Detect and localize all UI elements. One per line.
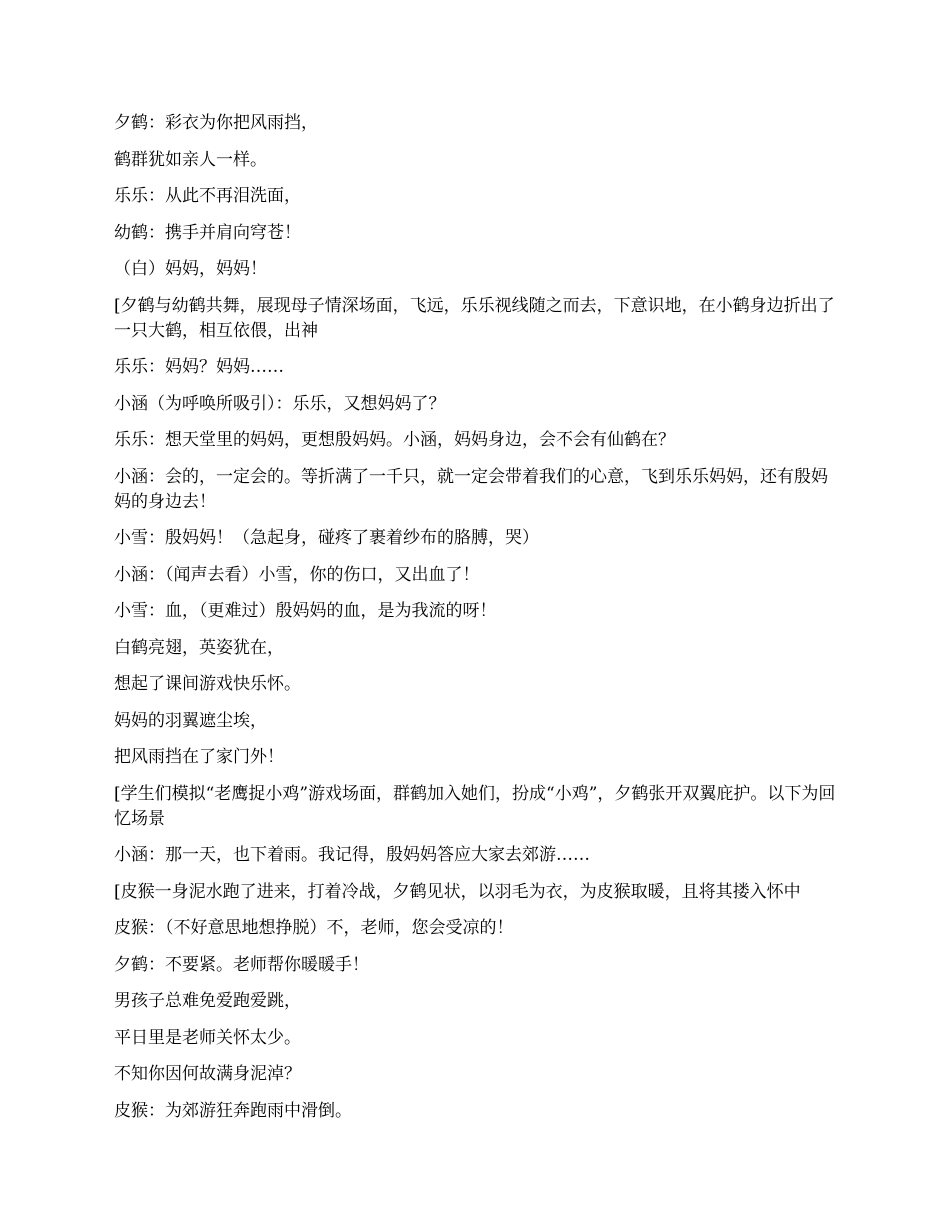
script-line: 小涵：（闻声去看）小雪，你的伤口，又出血了！	[114, 564, 480, 585]
script-line: 小雪：殷妈妈！（急起身，碰疼了裹着纱布的胳膊，哭）	[114, 528, 539, 548]
script-line: 平日里是老师关怀太少。	[114, 1027, 301, 1048]
stage-direction: [学生们模拟“老鹰捉小鸡”游戏场面，群鹤加入她们，扮成“小鸡”，夕鹤张开双翼庇护。以下为回忆场景	[114, 783, 836, 829]
script-line: 男孩子总难免爱跑爱跳，	[114, 991, 301, 1011]
script-line: 夕鹤：不要紧。老师帮你暖暖手！	[114, 954, 369, 975]
script-line: 白鹤亮翅，英姿犹在，	[114, 637, 284, 658]
script-line: 把风雨挡在了家门外！	[114, 747, 284, 767]
script-line: 小雪：血，（更难过）殷妈妈的血，是为我流的呀！	[114, 601, 497, 621]
script-line: 乐乐：想天堂里的妈妈，更想殷妈妈。小涵，妈妈身边，会不会有仙鹤在？	[114, 430, 675, 450]
script-line: 鹤群犹如亲人一样。	[114, 149, 267, 170]
stage-direction: [夕鹤与幼鹤共舞，展现母子情深场面，飞远，乐乐视线随之而去，下意识地，在小鹤身边折出了一只大鹤，相互依偎，出神	[114, 295, 835, 341]
script-line: 不知你因何故满身泥淖？	[114, 1064, 301, 1084]
script-line: 幼鹤：携手并肩向穹苍！	[114, 222, 301, 243]
script-line: 皮猴：为郊游狂奔跑雨中滑倒。	[114, 1100, 352, 1121]
script-line: 想起了课间游戏快乐怀。	[114, 674, 301, 694]
script-line: 皮猴：（不好意思地想挣脱）不，老师，您会受凉的！	[114, 918, 514, 938]
script-line: 小涵：那一天，也下着雨。我记得，殷妈妈答应大家去郊游……	[114, 845, 590, 865]
script-line: 乐乐：妈妈？妈妈……	[114, 357, 284, 377]
script-line: （白）妈妈，妈妈！	[114, 259, 267, 279]
script-line: 夕鹤：彩衣为你把风雨挡，	[114, 113, 318, 133]
script-line: 小涵：会的，一定会的。等折满了一千只，就一定会带着我们的心意，飞到乐乐妈妈，还有殷妈妈的身边去！	[114, 466, 828, 512]
script-line: 妈妈的羽翼遮尘埃，	[114, 710, 267, 731]
script-line: 小涵（为呼唤所吸引）：乐乐，又想妈妈了？	[114, 393, 446, 414]
script-text-block	[114, 111, 844, 1135]
stage-direction: [皮猴一身泥水跑了进来，打着冷战，夕鹤见状，以羽毛为衣，为皮猴取暖，且将其搂入怀中	[114, 881, 801, 902]
script-line: 乐乐：从此不再泪洗面，	[114, 186, 301, 206]
